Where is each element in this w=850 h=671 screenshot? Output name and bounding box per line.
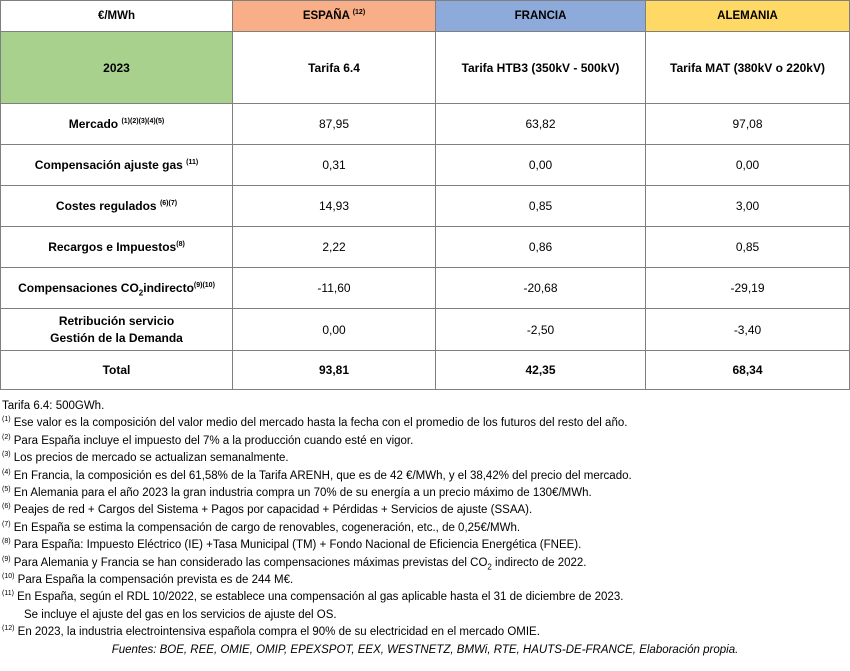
footnote-text: Ese valor es la composición del valor medio del mercado hasta la fecha con el promedio de los futuros del resto del año. bbox=[10, 417, 628, 430]
footnote bbox=[2, 485, 848, 502]
footnote bbox=[2, 468, 848, 485]
footnote bbox=[2, 450, 848, 467]
footnote-ref: (1) bbox=[2, 416, 11, 424]
footnote-text: En Alemania para el año 2023 la gran industria compra un 70% de su energía a un precio máximo de 130€/MWh. bbox=[10, 487, 592, 500]
footnote bbox=[2, 433, 848, 450]
footnote bbox=[2, 555, 848, 572]
table-row bbox=[1, 309, 850, 351]
germany-value: 97,08 bbox=[646, 104, 850, 145]
row-label bbox=[1, 186, 233, 227]
footnote-ref: (6) bbox=[2, 503, 11, 511]
row-label bbox=[1, 227, 233, 268]
row-label-text: Recargos e Impuestos bbox=[48, 240, 177, 254]
germany-value: -3,40 bbox=[646, 309, 850, 351]
footnote-text: Para España: Impuesto Eléctrico (IE) +Tasa Municipal (TM) + Fondo Nacional de Eficiencia Energética (FNEE). bbox=[10, 539, 582, 552]
row-label bbox=[1, 145, 233, 186]
row-label-text: Compensación ajuste gas bbox=[34, 158, 183, 172]
note-intro: Tarifa 6.4: 500GWh. bbox=[2, 400, 105, 412]
footnote bbox=[2, 537, 848, 554]
year-cell: 2023 bbox=[1, 32, 233, 104]
row-label-line1: Retribución servicio bbox=[58, 313, 175, 328]
row-label-text: Compensaciones CO bbox=[18, 281, 139, 295]
france-total: 42,35 bbox=[436, 351, 646, 390]
row-label-text-post: indirecto bbox=[143, 281, 194, 295]
footnote-ref: (11) bbox=[2, 590, 14, 598]
sources-line: Fuentes: BOE, REE, OMIE, OMIP, EPEXSPOT, EEX, WESTNETZ, BMWi, RTE, HAUTS-DE-FRANCE, Elaboración propia. bbox=[111, 643, 739, 656]
spain-value: -11,60 bbox=[233, 268, 436, 309]
germany-tariff: Tarifa MAT (380kV o 220kV) bbox=[646, 32, 850, 104]
spain-header bbox=[233, 1, 436, 32]
france-value: 0,85 bbox=[436, 186, 646, 227]
total-label: Total bbox=[1, 351, 233, 390]
footnote-ref: (12) bbox=[2, 625, 15, 633]
footnote bbox=[2, 520, 848, 537]
footnote-text: En España se estima la compensación de cargo de renovables, cogeneración, etc., de 0,25€/MWh. bbox=[10, 521, 521, 534]
footnote-ref: (2) bbox=[2, 433, 11, 441]
france-value: 0,00 bbox=[436, 145, 646, 186]
footnote-ref: (9) bbox=[2, 555, 11, 563]
germany-header: ALEMANIA bbox=[646, 1, 850, 32]
germany-value: 0,85 bbox=[646, 227, 850, 268]
france-value: 0,86 bbox=[436, 227, 646, 268]
footnote-text: En 2023, la industria electrointensiva española compra el 90% de su electricidad en el mercado OMIE. bbox=[14, 626, 540, 639]
germany-value: -29,19 bbox=[646, 268, 850, 309]
row-label bbox=[1, 309, 233, 351]
footnote bbox=[2, 502, 848, 519]
footnote-text: Para España incluye el impuesto del 7% a la producción cuando esté en vigor. bbox=[10, 434, 414, 447]
germany-value: 3,00 bbox=[646, 186, 850, 227]
spain-total: 93,81 bbox=[233, 351, 436, 390]
table-row bbox=[1, 104, 850, 145]
footnote-continuation: Se incluye el ajuste del gas en los servicios de ajuste del OS. bbox=[24, 608, 337, 621]
footnote bbox=[2, 572, 848, 589]
spain-value: 0,00 bbox=[233, 309, 436, 351]
row-label-ref: (6)(7) bbox=[159, 200, 178, 207]
footnote bbox=[2, 589, 848, 606]
table-row bbox=[1, 145, 850, 186]
footnote-ref: (4) bbox=[2, 468, 11, 476]
spain-value: 0,31 bbox=[233, 145, 436, 186]
spain-tariff: Tarifa 6.4 bbox=[233, 32, 436, 104]
table-row bbox=[1, 186, 850, 227]
row-label-ref: (11) bbox=[186, 159, 199, 166]
footnote-text: Los precios de mercado se actualizan semanalmente. bbox=[10, 452, 289, 465]
table-row bbox=[1, 227, 850, 268]
spain-value: 87,95 bbox=[233, 104, 436, 145]
footnote-ref: (7) bbox=[2, 521, 11, 529]
row-label-ref: (1)(2)(3)(4)(5) bbox=[121, 118, 165, 125]
spain-value: 2,22 bbox=[233, 227, 436, 268]
row-label-text: Costes regulados bbox=[55, 199, 157, 213]
footnote-ref: (8) bbox=[2, 538, 11, 546]
france-header: FRANCIA bbox=[436, 1, 646, 32]
footnote-ref: (5) bbox=[2, 486, 11, 494]
france-value: 63,82 bbox=[436, 104, 646, 145]
footnote-ref: (3) bbox=[2, 451, 11, 459]
unit-header: €/MWh bbox=[1, 1, 233, 32]
row-label bbox=[1, 268, 233, 309]
spain-value: 14,93 bbox=[233, 186, 436, 227]
germany-total: 68,34 bbox=[646, 351, 850, 390]
row-label bbox=[1, 104, 233, 145]
footnote-text: Peajes de red + Cargos del Sistema + Pagos por capacidad + Pérdidas + Servicios de ajuste (SSAA). bbox=[10, 504, 533, 517]
footnote-ref: (10) bbox=[2, 573, 15, 581]
row-label-sub: 2 bbox=[138, 288, 144, 298]
france-value: -20,68 bbox=[436, 268, 646, 309]
footnote bbox=[2, 624, 848, 641]
footnote bbox=[2, 415, 848, 432]
spain-header-ref: (12) bbox=[352, 9, 366, 17]
france-value: -2,50 bbox=[436, 309, 646, 351]
total-row bbox=[1, 351, 850, 390]
footnote-text: Para España la compensación prevista es de 244 M€. bbox=[14, 574, 294, 587]
row-label-ref: (9)(10) bbox=[193, 282, 215, 289]
footnote-sub: 2 bbox=[487, 561, 492, 571]
tariff-row bbox=[1, 32, 850, 104]
header-row bbox=[1, 1, 850, 32]
france-tariff: Tarifa HTB3 (350kV - 500kV) bbox=[436, 32, 646, 104]
footnotes bbox=[2, 398, 848, 659]
footnote-text-post: indirecto de 2022. bbox=[491, 556, 587, 569]
footnote-text: Para Alemania y Francia se han considerado las compensaciones máximas previstas del CO bbox=[10, 556, 488, 569]
row-label-ref: (8) bbox=[176, 241, 185, 248]
table-row bbox=[1, 268, 850, 309]
footnote-text: En Francia, la composición es del 61,58% de la Tarifa ARENH, que es de 42 €/MWh, y el 38,42% del precio del mercado. bbox=[10, 469, 632, 482]
row-label-text: Mercado bbox=[68, 117, 119, 131]
row-label-line2: Gestión de la Demanda bbox=[50, 330, 183, 345]
germany-value: 0,00 bbox=[646, 145, 850, 186]
footnote-text: En España, según el RDL 10/2022, se establece una compensación al gas aplicable hasta el 31 de diciembre de 2023. bbox=[13, 591, 624, 604]
spain-header-label: ESPAÑA bbox=[302, 10, 350, 22]
